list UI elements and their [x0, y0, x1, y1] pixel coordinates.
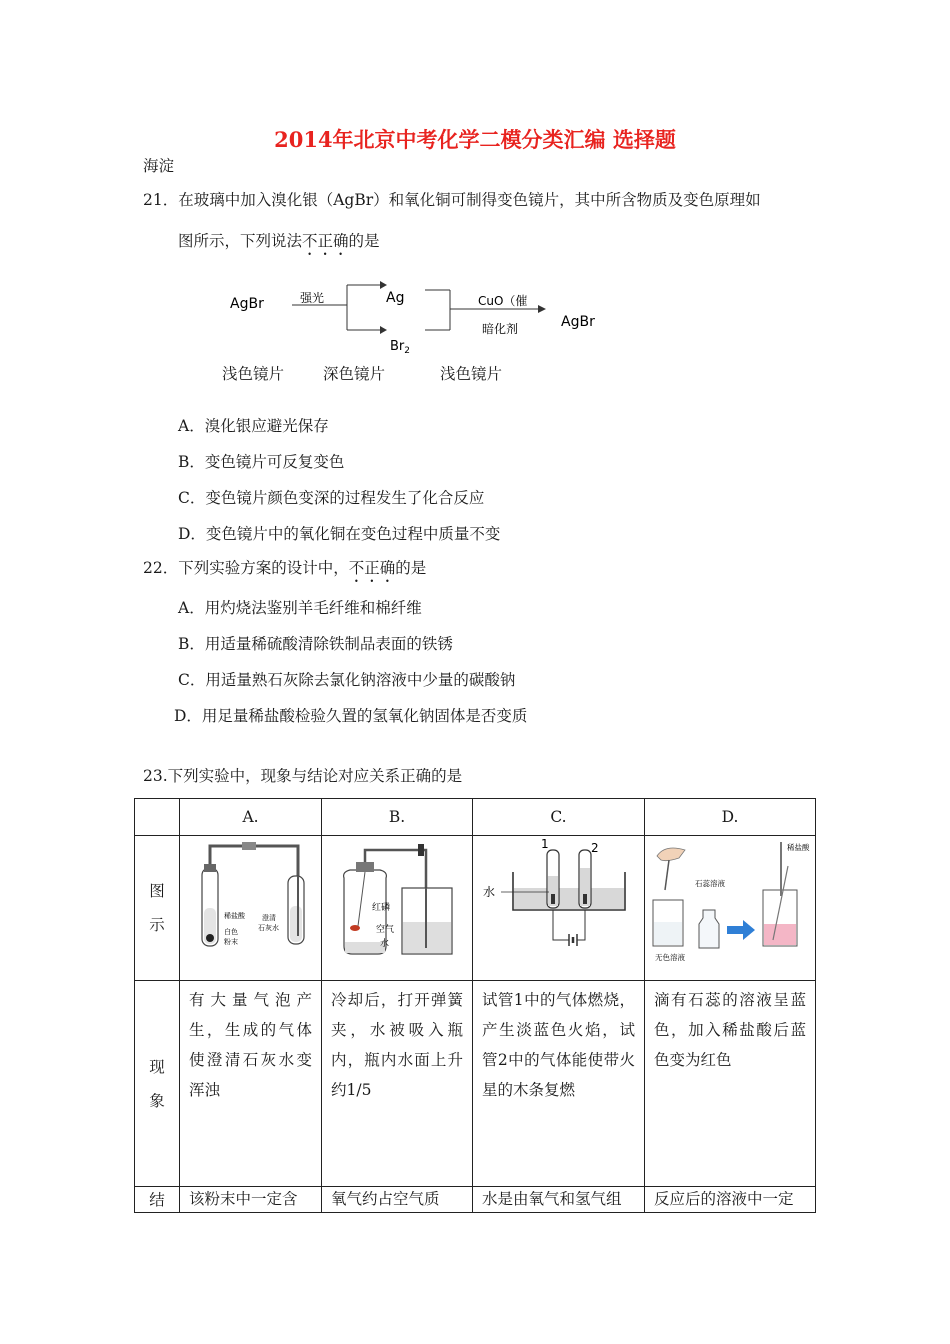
- figure-a-apparatus: [180, 836, 321, 976]
- q23-figure-label-1: 图: [149, 882, 165, 900]
- figure-a-label-white: 白色: [224, 928, 238, 936]
- q22-option-d: D．用足量稀盐酸检验久置的氢氧化钠固体是否变质: [174, 707, 528, 725]
- q23-header-row: [135, 799, 816, 836]
- figure-c-label-tube1: 1: [541, 837, 549, 851]
- q22-option-a: A．用灼烧法鉴别羊毛纤维和棉纤维: [178, 599, 422, 617]
- q21-left-species: AgBr: [230, 296, 264, 312]
- q23-header-d: D.: [645, 799, 816, 836]
- q23-conclusion-label: 结: [135, 1187, 180, 1213]
- q21-option-c: C．变色镜片颜色变深的过程发生了化合反应: [178, 489, 485, 507]
- q23-conclusion-b-text: 氧气约占空气质: [331, 1190, 440, 1208]
- q23-figure-b: [322, 836, 473, 981]
- q21-caption-mid: 深色镜片: [323, 365, 386, 383]
- q22-stem-post: 的是: [395, 559, 427, 577]
- figure-c-apparatus: [473, 836, 644, 976]
- q21-stem-line2: [178, 229, 380, 259]
- q23-corner-cell: [135, 799, 180, 836]
- q23-conclusion-d: [645, 1187, 816, 1213]
- q21-stem-emphasis: 不正确: [302, 232, 349, 250]
- q22-option-c: C．用适量熟石灰除去氯化钠溶液中少量的碳酸钠: [178, 671, 516, 689]
- q21-bottom-product: $Br_2$: [390, 339, 410, 356]
- q22-stem: [143, 556, 426, 586]
- figure-a-label-acid: 稀盐酸: [224, 912, 245, 920]
- q22-stem-emphasis: 不正确: [348, 559, 396, 577]
- q23-conclusion-a: [180, 1187, 322, 1213]
- district-label: 海淀: [143, 157, 175, 175]
- q21-stem-pre: 图所示，下列说法: [178, 232, 303, 250]
- q23-conclusion-a-text: 该粉末中一定含: [189, 1190, 298, 1208]
- figure-c-label-tube2: 2: [591, 841, 599, 855]
- figure-a-label-powder: 粉末: [224, 938, 238, 946]
- q23-conclusion-c: [473, 1187, 645, 1213]
- figure-d-label-acid: 稀盐酸: [787, 843, 810, 852]
- q21-stem-post: 的是: [348, 232, 380, 250]
- q23-header-a: A.: [180, 799, 322, 836]
- q23-figure-label-2: 示: [149, 916, 165, 934]
- q23-figure-label: [135, 836, 180, 981]
- q23-phenomenon-d-text: 滴有石蕊的溶液呈蓝色，加入稀盐酸后蓝色变为红色: [654, 991, 806, 1069]
- figure-d-apparatus: [645, 836, 815, 976]
- q21-top-product: Ag: [386, 290, 405, 306]
- q22-stem-pre: 22．下列实验方案的设计中，: [143, 559, 349, 577]
- q23-phenomenon-b-text: 冷却后，打开弹簧夹，水被吸入瓶内，瓶内水面上升约1/5: [331, 991, 463, 1099]
- figure-b-apparatus: [322, 836, 472, 976]
- q23-phenomenon-row: [135, 981, 816, 1187]
- q21-arrow2-label: CuO（催: [478, 294, 528, 308]
- q21-option-b: B．变色镜片可反复变色: [178, 453, 345, 471]
- q23-phenomenon-label-1: 现: [149, 1057, 165, 1076]
- figure-d-label-colorless: 无色溶液: [655, 953, 685, 962]
- q23-header-c: C.: [473, 799, 645, 836]
- q21-option-d: D．变色镜片中的氧化铜在变色过程中质量不变: [178, 525, 501, 543]
- q23-phenomenon-b: [322, 981, 473, 1187]
- q21-caption-left: 浅色镜片: [222, 365, 285, 383]
- q23-conclusion-b: [322, 1187, 473, 1213]
- q23-phenomenon-d: [645, 981, 816, 1187]
- q23-figure-row: [135, 836, 816, 981]
- figure-d-label-litmus: 石蕊溶液: [695, 879, 725, 888]
- figure-b-label-phosphorus: 红磷: [372, 903, 391, 913]
- q21-reaction-diagram: [220, 278, 640, 358]
- q21-arrow-down-head: [380, 326, 387, 334]
- q23-phenomenon-label: [135, 981, 180, 1187]
- q23-phenomenon-a-text: 有大量气泡产生，生成的气体使澄清石灰水变浑浊: [189, 991, 312, 1099]
- q23-conclusion-d-text: 反应后的溶液中一定: [654, 1190, 794, 1208]
- q21-right-species: AgBr: [561, 314, 595, 330]
- q23-phenomenon-c-text: 试管1中的气体燃烧，产生淡蓝色火焰，试管2中的气体能使带火星的木条复燃: [482, 991, 635, 1099]
- q23-stem: 23.下列实验中，现象与结论对应关系正确的是: [143, 767, 463, 785]
- q23-conclusion-c-text: 水是由氧气和氢气组: [482, 1190, 622, 1208]
- q23-figure-d: [645, 836, 816, 981]
- q22-option-b: B．用适量稀硫酸清除铁制品表面的铁锈: [178, 635, 453, 653]
- q23-phenomenon-label-2: 象: [149, 1091, 165, 1110]
- q23-conclusion-row: [135, 1187, 816, 1213]
- q23-phenomenon-c: [473, 981, 645, 1187]
- q23-table: [134, 798, 816, 1213]
- figure-b-label-air: 空气: [376, 925, 395, 935]
- figure-a-label-limewater: 石灰水: [258, 924, 279, 932]
- q23-header-b: B.: [322, 799, 473, 836]
- document-title: 2014年北京中考化学二模分类汇编 选择题: [274, 127, 676, 152]
- figure-c-label-water: 水: [483, 885, 496, 899]
- q21-arrow2-label2: 暗化剂: [482, 322, 519, 336]
- q21-option-a: A．溴化银应避光保存: [178, 417, 329, 435]
- q23-figure-c: [473, 836, 645, 981]
- q21-arrow-up-head: [380, 281, 387, 289]
- q21-arrow1-label: 强光: [300, 291, 325, 305]
- arrow-right-icon: [727, 920, 755, 940]
- q21-caption-right: 浅色镜片: [440, 365, 503, 383]
- q23-phenomenon-a: [180, 981, 322, 1187]
- q23-figure-a: [180, 836, 322, 981]
- q21-stem-line1: 21．在玻璃中加入溴化银（AgBr）和氧化铜可制得变色镜片，其中所含物质及变色原理如: [143, 191, 761, 209]
- figure-a-label-clear: 澄清: [262, 914, 276, 922]
- figure-b-label-water: 水: [380, 939, 390, 949]
